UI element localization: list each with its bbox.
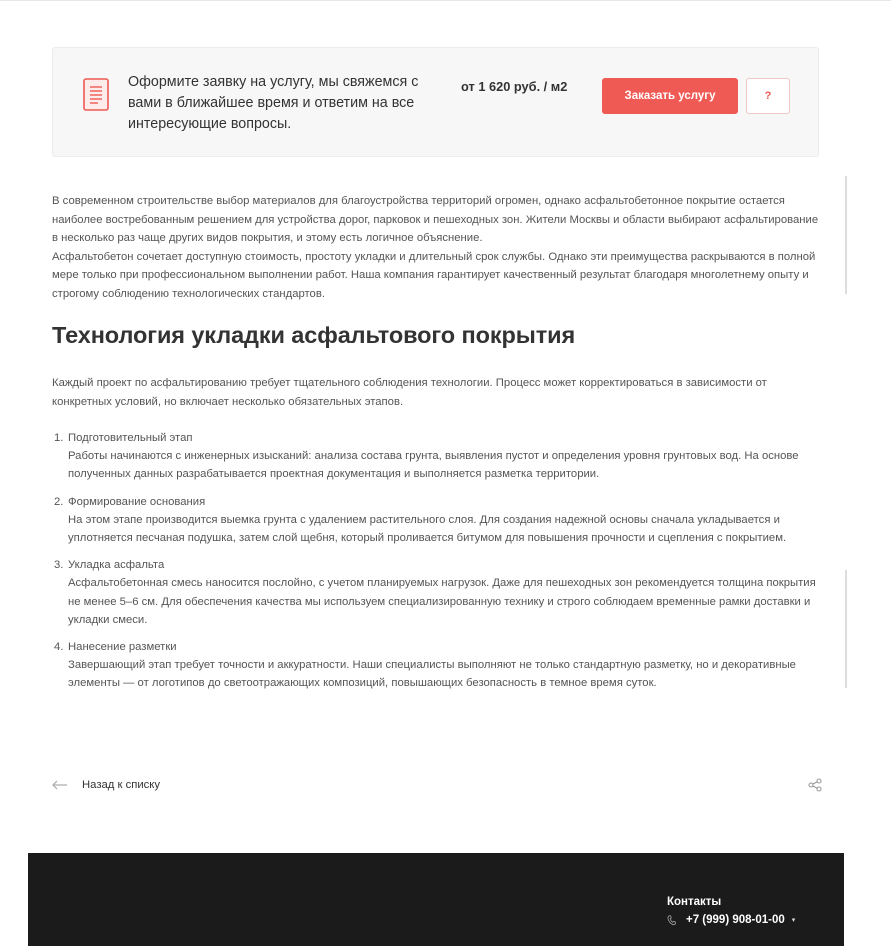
- scroll-indicator-bottom: [845, 570, 847, 688]
- step-text: Асфальтобетонная смесь наносится послойно, с учетом планируемых нагрузок. Даже для пешеходных зон рекомендуется толщина покрытия не менее 5–6 см. Для обеспечения качества мы используем специализированную технику и строго соблюдаем временные рамки доставки и укладки смеси.: [68, 577, 816, 626]
- step-item: [52, 493, 822, 548]
- step-number: 2.: [54, 495, 64, 508]
- share-icon[interactable]: [808, 778, 822, 792]
- chevron-down-icon: ▾: [791, 917, 796, 924]
- footer-phone-link[interactable]: [667, 914, 795, 926]
- arrow-left-icon: [52, 780, 68, 790]
- step-title: Подготовительный этап: [68, 432, 193, 444]
- step-title: Укладка асфальта: [68, 559, 165, 572]
- ask-question-button[interactable]: ?: [746, 78, 790, 114]
- back-to-list-link[interactable]: [52, 775, 160, 795]
- step-text: На этом этапе производится выемка грунта с удалением растительного слоя. Для создания надежной основы сначала укладывается и уплотняется песчаная подушка, затем слой щебня, который проливается битумом для повышения прочности и сцепления с покрытием.: [68, 513, 787, 545]
- top-divider: [0, 0, 891, 1]
- article-paragraph: Асфальтобетон сочетает доступную стоимость, простоту укладки и длительный срок службы. Однако эти преимущества раскрываются в полной мере только при профессиональном выполнении работ. Наша компания гарантирует качественный результат благодаря многолетнему опыту и строгому соблюдению технологических стандартов.: [52, 250, 816, 300]
- steps-list: [52, 429, 822, 702]
- order-description: Оформите заявку на услугу, мы свяжемся с вами в ближайшее время и ответим на все интересующие вопросы.: [128, 74, 419, 132]
- step-number: 1.: [54, 432, 64, 444]
- step-item: [52, 429, 822, 484]
- scroll-indicator-top: [845, 176, 847, 294]
- document-icon: [81, 77, 111, 113]
- step-title: Формирование основания: [68, 495, 206, 508]
- back-to-list-label: Назад к списку: [82, 779, 161, 791]
- step-item: [52, 556, 822, 629]
- section-heading: Технология укладки асфальтового покрытия: [52, 322, 576, 348]
- step-item: [52, 638, 822, 693]
- step-text: Работы начинаются с инженерных изысканий: анализа состава грунта, выявления пустот и определения уровня грунтовых вод. На основе полученных данных разрабатывается проектная документация и выполняется разметка территории.: [68, 450, 799, 481]
- article-paragraph: В современном строительстве выбор материалов для благоустройства территорий огромен, однако асфальтобетонное покрытие остается наиболее востребованным решением для устройства дорог, парковок и пешеходных зон. Жители Москвы и области выбирают асфальтирование в несколько раз чаще других видов покрытия, и этому есть логичное объяснение.: [52, 195, 819, 244]
- phone-icon: [667, 915, 676, 926]
- step-number: 4.: [54, 641, 64, 654]
- step-title: Нанесение разметки: [68, 641, 177, 654]
- step-text: Завершающий этап требует точности и аккуратности. Наши специалисты выполняют не только стандартную разметку, но и декоративные элементы — от логотипов до светоотражающих композиций, повышающих безопасность в темное время суток.: [68, 659, 796, 690]
- order-service-box: [52, 47, 819, 157]
- article-body: [52, 192, 822, 303]
- footer-phone-number: +7 (999) 908-01-00: [686, 914, 785, 926]
- order-service-button[interactable]: Заказать услугу: [602, 78, 738, 114]
- footer-contacts-title: Контакты: [667, 896, 722, 908]
- service-price: от 1 620 руб. / м2: [461, 79, 568, 94]
- footer: [28, 853, 844, 946]
- section-intro: Каждый проект по асфальтированию требует тщательного соблюдения технологии. Процесс может корректироваться в зависимости от конкретных условий, но включает несколько обязательных этапов.: [52, 377, 767, 408]
- step-number: 3.: [54, 559, 64, 572]
